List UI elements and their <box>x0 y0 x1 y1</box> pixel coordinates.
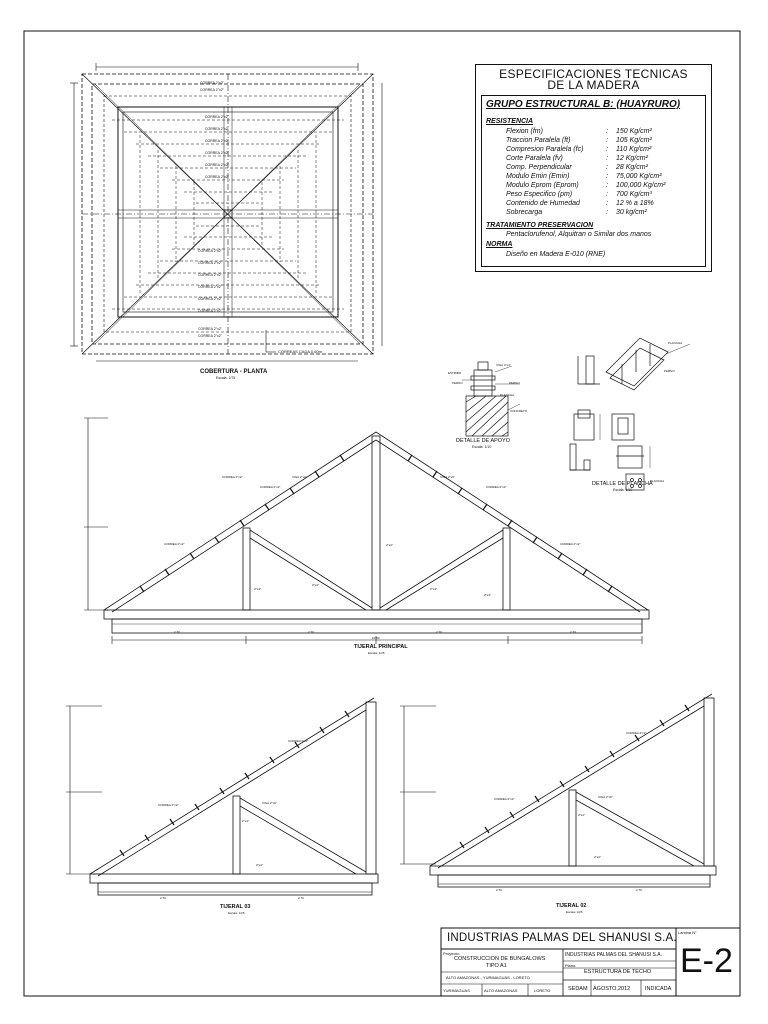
spec-colon: : <box>606 209 608 216</box>
plancha-title: DETALLE DE PLANCHA <box>592 481 653 487</box>
svg-text:CORREA 2"x2": CORREA 2"x2" <box>486 485 507 489</box>
company-name: INDUSTRIAS PALMAS DEL SHANUSI S.A. <box>447 932 677 944</box>
svg-text:2.70: 2.70 <box>308 630 314 634</box>
spec-name: Sobrecarga <box>506 209 543 216</box>
detail-plancha <box>570 338 690 490</box>
norma-text: Diseño en Madera E-010 (RNE) <box>506 251 606 258</box>
spec-colon: : <box>606 164 608 171</box>
project-line1: CONSTRUCCION DE BUNGALOWS <box>454 956 546 962</box>
spec-colon: : <box>606 155 608 162</box>
roof-plan <box>70 63 382 361</box>
svg-text:CORREA 2"x2": CORREA 2"x2" <box>288 739 309 743</box>
svg-text:CORREA 2"x2": CORREA 2"x2" <box>198 285 222 289</box>
svg-text:CORREA 2"x2": CORREA 2"x2" <box>198 334 222 338</box>
svg-text:2"x4": 2"x4" <box>312 583 319 587</box>
spec-colon: : <box>606 191 608 198</box>
svg-text:CORREA 2"x2": CORREA 2"x2" <box>222 475 243 479</box>
svg-text:CORREA 2"x2": CORREA 2"x2" <box>200 88 224 92</box>
spec-value: 110 Kg/cm² <box>616 146 652 153</box>
svg-text:CORREA 2"x2": CORREA 2"x2" <box>205 175 229 179</box>
spec-row <box>506 137 706 146</box>
spec-row <box>506 182 706 191</box>
sheet-label: Lamina N° <box>678 930 697 935</box>
svg-text:PLANCHA: PLANCHA <box>650 479 665 483</box>
spec-name: Peso Especifico (pm) <box>506 191 573 198</box>
spec-row <box>506 200 706 209</box>
spec-value: 12 % a 18% <box>616 200 654 207</box>
truss-principal <box>84 418 649 644</box>
svg-text:CORREA 2"x2": CORREA 2"x2" <box>626 731 647 735</box>
svg-text:ESTRIBO: ESTRIBO <box>448 371 462 375</box>
svg-text:10.80: 10.80 <box>372 636 380 640</box>
spec-value: 150 Kg/cm² <box>616 128 652 135</box>
specs-inner-box <box>481 95 706 267</box>
specs-group: GRUPO ESTRUCTURAL B: (HUAYRURO) <box>486 99 681 110</box>
svg-text:CORREA 2"x2": CORREA 2"x2" <box>158 803 179 807</box>
svg-text:2"x4": 2"x4" <box>256 863 263 867</box>
svg-text:2"x4": 2"x4" <box>594 855 601 859</box>
specs-title-line2: DE LA MADERA <box>547 78 640 92</box>
resistencia-heading: RESISTENCIA <box>486 118 534 125</box>
svg-text:2.70: 2.70 <box>160 896 166 900</box>
spec-row <box>506 209 706 218</box>
truss-02 <box>400 694 716 887</box>
spec-colon: : <box>606 137 608 144</box>
svg-text:PLANCHA: PLANCHA <box>500 393 515 397</box>
svg-text:CORREA 2"x2": CORREA 2"x2" <box>200 81 224 85</box>
spec-value: 28 Kg/cm² <box>616 164 648 171</box>
svg-text:2"x4": 2"x4" <box>484 593 491 597</box>
truss-02-scale: Escala: 1/25 <box>566 910 583 914</box>
svg-text:CORREA 2"x2": CORREA 2"x2" <box>260 485 281 489</box>
apoyo-title: DETALLE DE APOYO <box>456 438 511 444</box>
spec-name: Contenido de Humedad <box>506 200 580 207</box>
province: ALTO AMAZONAS <box>484 988 518 993</box>
correas-note: CORREAS CADA 0.60m <box>278 349 323 354</box>
scale: INDICADA <box>645 986 672 992</box>
specs-title-line1: ESPECIFICACIONES TECNICAS <box>499 67 688 81</box>
spec-name: Comp. Perpendicular <box>506 164 572 171</box>
svg-text:2.70: 2.70 <box>174 630 180 634</box>
project-line2: TIPO A1 <box>486 963 507 969</box>
tratamiento-heading: TRATAMIENTO PRESERVACION <box>486 222 594 229</box>
spec-name: Flexion (fm) <box>506 128 543 135</box>
svg-text:2"x4": 2"x4" <box>430 587 437 591</box>
svg-text:2"x4": 2"x4" <box>578 813 585 817</box>
plan-name: ESTRUCTURA DE TECHO <box>584 969 652 975</box>
svg-text:CORREA 2"x2": CORREA 2"x2" <box>198 309 222 313</box>
truss-03-title: TIJERAL 03 <box>220 904 251 910</box>
svg-text:CORREA 2"x2": CORREA 2"x2" <box>198 249 222 253</box>
svg-text:2"x4": 2"x4" <box>254 587 261 591</box>
spec-value: 700 Kg/cm³ <box>616 191 652 198</box>
apoyo-scale: Escala: 1/10 <box>472 445 492 449</box>
spec-row <box>506 155 706 164</box>
svg-text:PERNO: PERNO <box>509 381 520 385</box>
svg-text:2.70: 2.70 <box>496 888 502 892</box>
spec-colon: : <box>606 182 608 189</box>
spec-name: Modulo Eprom (Eprom) <box>506 182 579 189</box>
svg-text:VIGA 2"x6": VIGA 2"x6" <box>262 801 277 805</box>
svg-text:2"x4": 2"x4" <box>386 543 393 547</box>
spec-colon: : <box>606 200 608 207</box>
spec-row <box>506 191 706 200</box>
svg-text:CORREA 2"x2": CORREA 2"x2" <box>198 327 222 331</box>
truss-02-title: TIJERAL 02 <box>556 903 587 909</box>
svg-text:CORREA 2"x2": CORREA 2"x2" <box>164 542 185 546</box>
svg-text:CORREA 2"x2": CORREA 2"x2" <box>198 273 222 277</box>
svg-text:2.70: 2.70 <box>436 630 442 634</box>
specs-title <box>476 69 711 91</box>
plan-scale: Escala: 1/75 <box>216 376 236 380</box>
detail-apoyo <box>462 362 520 436</box>
spec-name: Modulo Emin (Emin) <box>506 173 570 180</box>
spec-row <box>506 164 706 173</box>
truss-principal-title: TIJERAL PRINCIPAL <box>354 644 408 650</box>
svg-text:CONCRETO: CONCRETO <box>510 409 528 413</box>
sheet-number: E-2 <box>680 942 733 980</box>
plan-purlin-labels <box>198 81 230 338</box>
date: AGOSTO,2012 <box>593 986 631 992</box>
plancha-scale: Escala: 1/10 <box>613 488 633 492</box>
truss-03-scale: Escala: 1/25 <box>228 911 245 915</box>
spec-value: 75,000 Kg/cm² <box>616 173 662 180</box>
spec-row <box>506 128 706 137</box>
svg-text:CORREA 2"x2": CORREA 2"x2" <box>205 151 229 155</box>
detail-apoyo-notes <box>448 363 528 413</box>
svg-text:PERNO: PERNO <box>664 369 675 373</box>
spec-value: 105 Kg/cm² <box>616 137 652 144</box>
svg-text:2.70: 2.70 <box>298 896 304 900</box>
svg-text:PLANCHA: PLANCHA <box>668 341 683 345</box>
norma-heading: NORMA <box>486 241 513 248</box>
specs-box <box>475 64 712 272</box>
spec-value: 30 kg/cm² <box>616 209 647 216</box>
detail-plancha-notes <box>650 341 682 483</box>
svg-text:VIGA 4"x4": VIGA 4"x4" <box>496 363 511 367</box>
spec-value: 100,000 Kg/cm² <box>616 182 666 189</box>
svg-text:VIGA 2"x6": VIGA 2"x6" <box>440 475 455 479</box>
tratamiento-text: Pentaclorufenol, Alquitran o Similar dos manos <box>506 231 652 238</box>
svg-text:CORREA 2"x2": CORREA 2"x2" <box>560 542 581 546</box>
spec-name: Compresion Paralela (fc) <box>506 146 584 153</box>
spec-name: Corte Paralela (fv) <box>506 155 563 162</box>
district: YURIMAGUAS <box>443 988 470 993</box>
svg-text:CORREA 2"x2": CORREA 2"x2" <box>205 127 229 131</box>
svg-text:PERNO: PERNO <box>452 381 463 385</box>
region: LORETO <box>534 988 551 993</box>
plan-title: COBERTURA - PLANTA <box>200 369 268 375</box>
spec-name: Traccion Paralela (ft) <box>506 137 571 144</box>
spec-colon: : <box>606 173 608 180</box>
truss-03 <box>66 698 378 895</box>
svg-text:2.70: 2.70 <box>570 630 576 634</box>
spec-colon: : <box>606 128 608 135</box>
svg-text:CORREA 2"x2": CORREA 2"x2" <box>205 139 229 143</box>
plan-label: Plano: <box>565 963 577 968</box>
svg-text:CORREA 2"x2": CORREA 2"x2" <box>205 115 229 119</box>
location-line: ALTO AMAZONAS - YURIMAGUAS - LORETO <box>446 975 530 980</box>
project-label: Proyecto: <box>443 951 460 956</box>
svg-text:VIGA 2"x6": VIGA 2"x6" <box>292 475 307 479</box>
svg-text:CORREA 2"x2": CORREA 2"x2" <box>494 797 515 801</box>
spec-row <box>506 173 706 182</box>
truss-principal-scale: Escala: 1/25 <box>368 651 385 655</box>
svg-text:CORREA 2"x2": CORREA 2"x2" <box>198 297 222 301</box>
svg-text:CORREA 2"x2": CORREA 2"x2" <box>205 163 229 167</box>
drawn-by: SEDAM <box>568 986 588 992</box>
owner: INDUSTRIAS PALMAS DEL SHANUSI S.A. <box>565 952 662 958</box>
spec-row <box>506 146 706 155</box>
svg-text:VIGA 2"x6": VIGA 2"x6" <box>598 795 613 799</box>
svg-text:CORREA 2"x2": CORREA 2"x2" <box>198 261 222 265</box>
spec-colon: : <box>606 146 608 153</box>
spec-value: 12 Kg/cm² <box>616 155 648 162</box>
svg-text:2"x4": 2"x4" <box>242 819 249 823</box>
svg-text:2.70: 2.70 <box>636 888 642 892</box>
